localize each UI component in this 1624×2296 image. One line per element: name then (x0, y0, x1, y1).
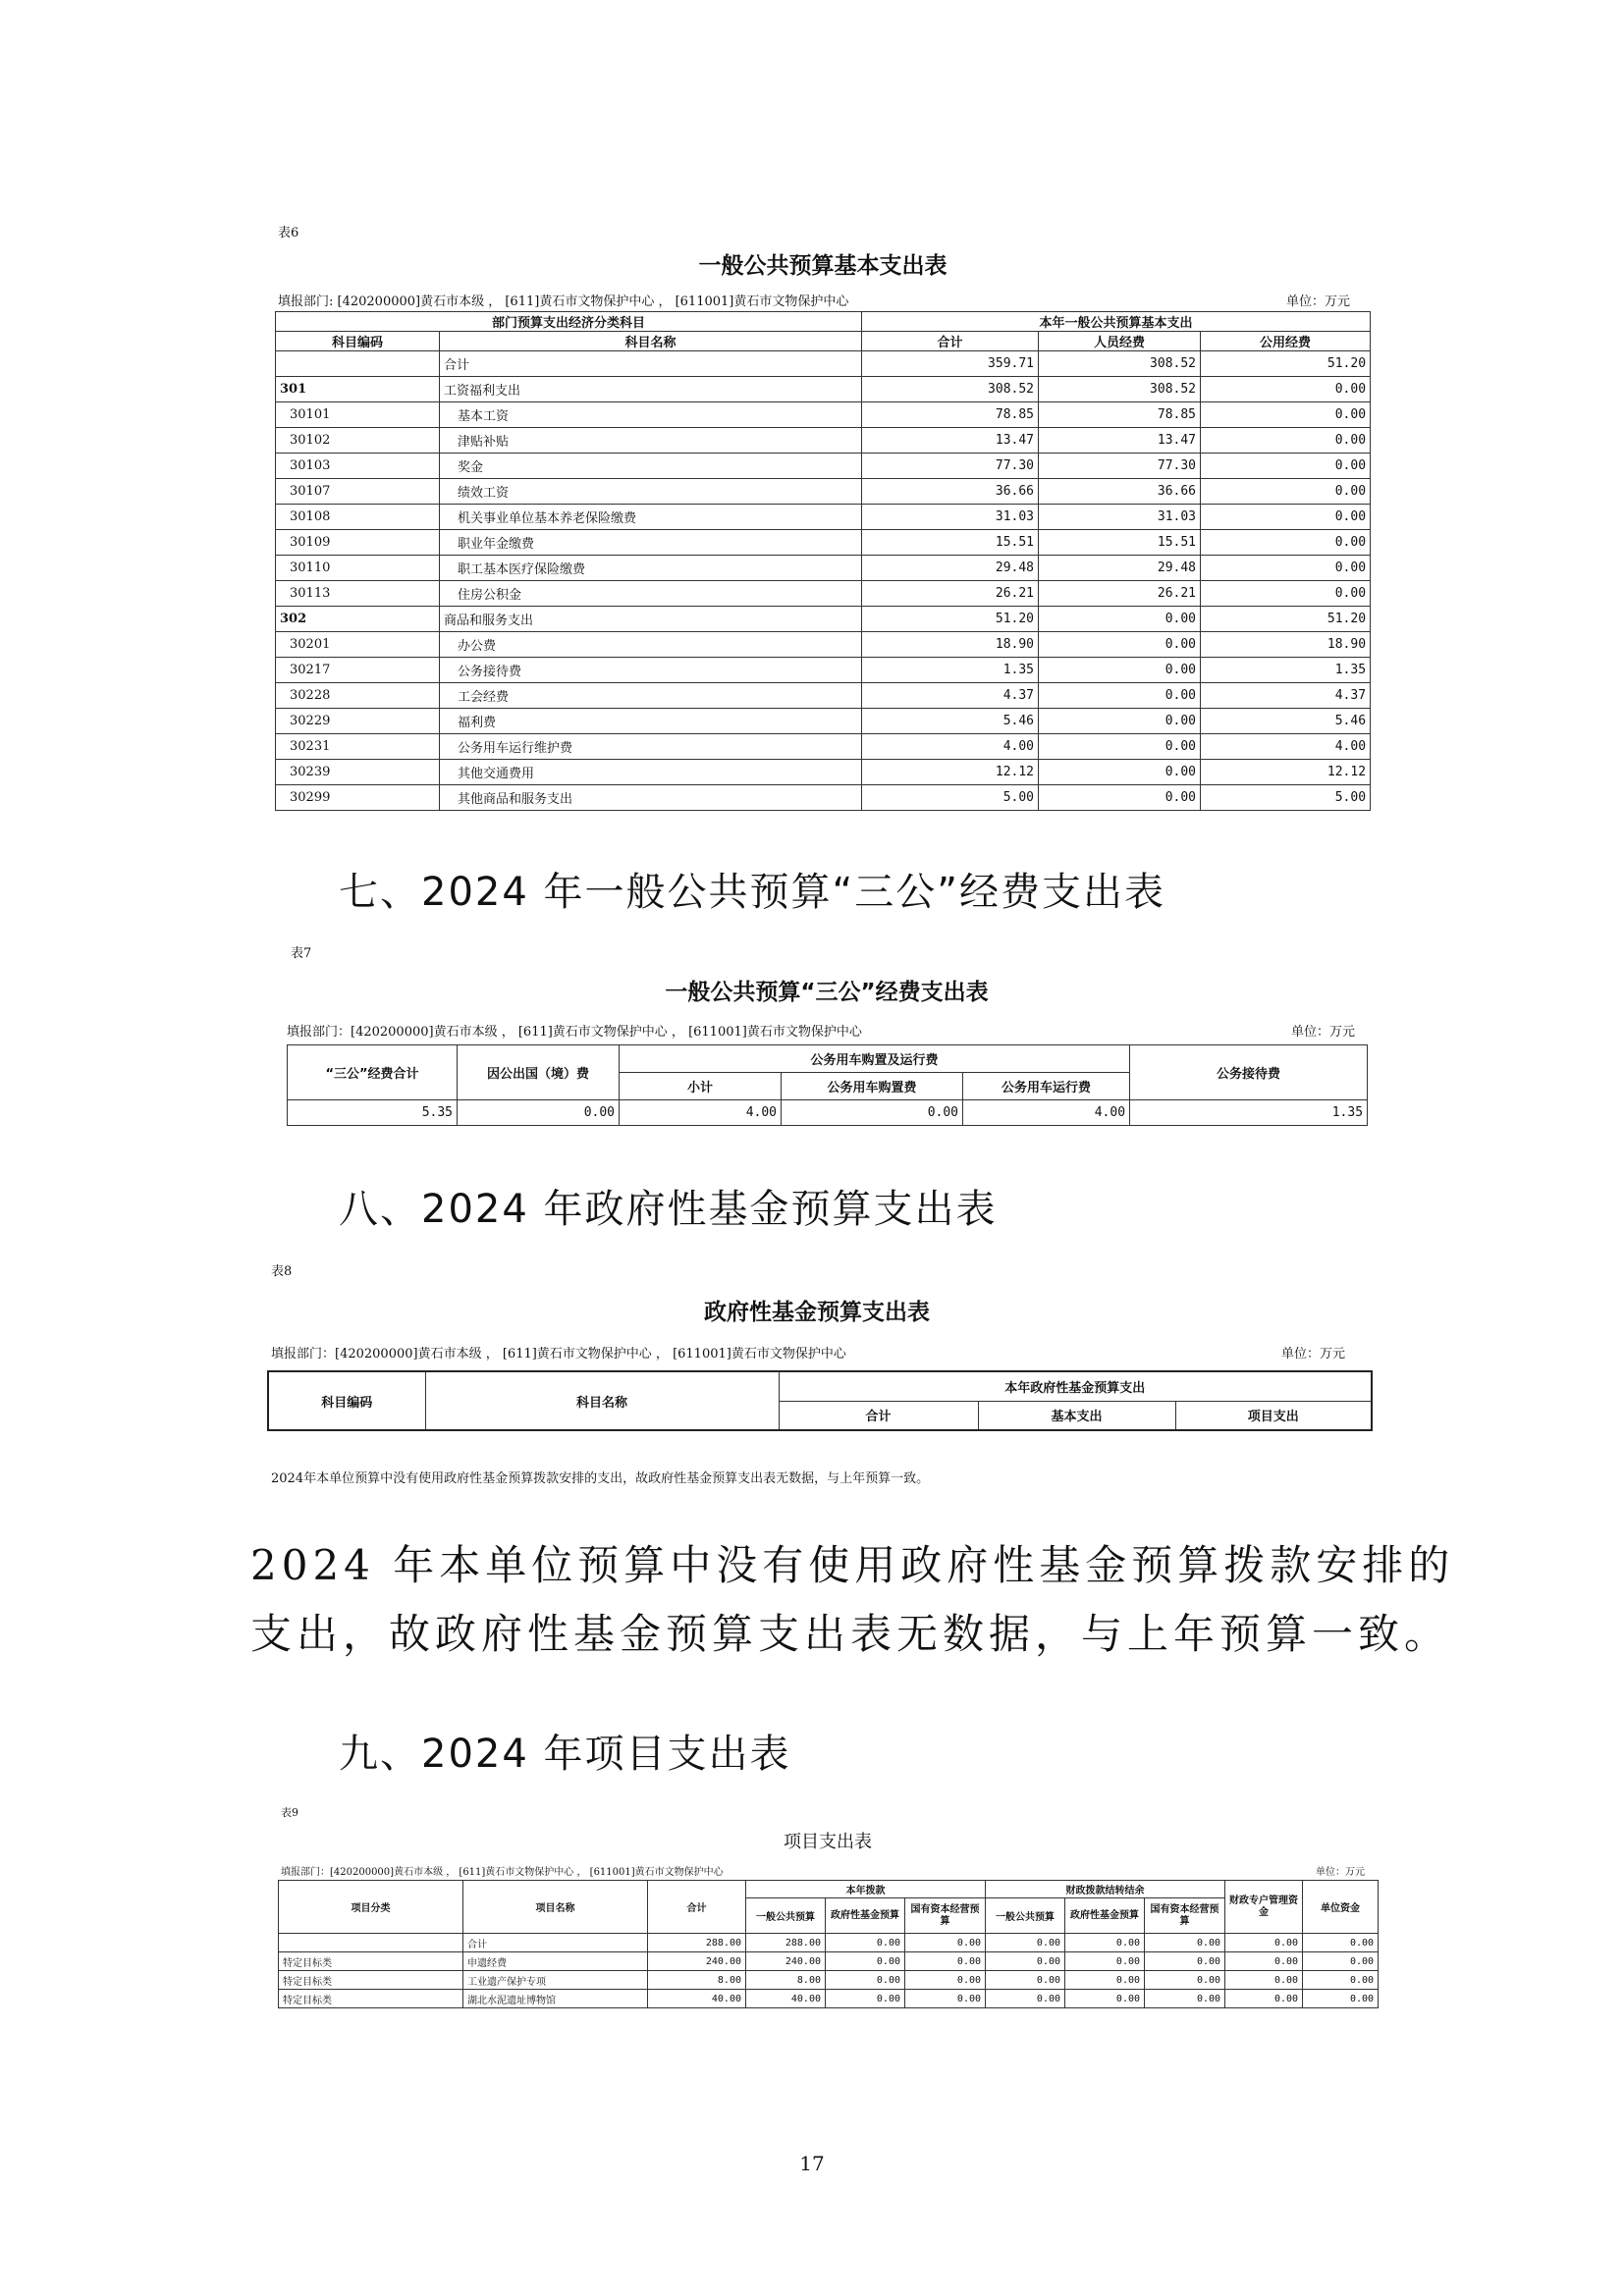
paragraph-line: 2024 年本单位预算中没有使用政府性基金预算拨款安排的 (250, 1541, 1455, 1589)
table6-code-cell: 30108 (276, 505, 440, 530)
table9-value-cell: 0.00 (1065, 1952, 1145, 1971)
table7-h-car-run: 公务用车运行费 (963, 1073, 1130, 1100)
table8-h-name: 科目名称 (425, 1371, 779, 1430)
table6-public-cell: 0.00 (1201, 428, 1371, 454)
table9-value-cell: 0.00 (1303, 1990, 1379, 2008)
table9-h-group2: 财政拨款结转结余 (986, 1881, 1225, 1898)
table6-code-cell (276, 351, 440, 377)
table6-public-cell: 0.00 (1201, 581, 1371, 607)
table6-person-cell: 0.00 (1039, 709, 1201, 734)
table6-name-cell: 绩效工资 (440, 479, 862, 505)
table6-code-cell: 30217 (276, 658, 440, 683)
table9-h-name: 项目名称 (463, 1881, 648, 1934)
table6-total-cell: 36.66 (862, 479, 1039, 505)
table8-title: 政府性基金预算支出表 (704, 1300, 930, 1325)
table9-value-cell: 0.00 (826, 1971, 905, 1990)
table6-name-cell: 工资福利支出 (440, 377, 862, 402)
table9-value-cell: 0.00 (826, 1934, 905, 1952)
table6-public-cell: 4.37 (1201, 683, 1371, 709)
table-row (276, 607, 1371, 632)
table7-unit: 单位：万元 (1291, 1025, 1356, 1040)
table9-dept: 填报部门：[420200000]黄石市本级 ， [611]黄石市文物保护中心 ， [611001]黄石市文物保护中心 (281, 1867, 724, 1878)
table6-code-cell: 302 (276, 607, 440, 632)
table6-public-cell: 0.00 (1201, 505, 1371, 530)
table9-h-total: 合计 (648, 1881, 746, 1934)
table9-label: 表9 (281, 1806, 298, 1819)
table9-name-cell: 湖北水泥遗址博物馆 (463, 1990, 648, 2008)
table9-value-cell: 0.00 (986, 1971, 1065, 1990)
table9-name-cell: 工业遗产保护专项 (463, 1971, 648, 1990)
table9-value-cell: 0.00 (1303, 1934, 1379, 1952)
table6-total-cell: 78.85 (862, 402, 1039, 428)
table6-person-cell: 13.47 (1039, 428, 1201, 454)
table6-person-cell: 308.52 (1039, 351, 1201, 377)
table6-code-cell: 30102 (276, 428, 440, 454)
table6-code-cell: 30228 (276, 683, 440, 709)
table9-value-cell: 0.00 (905, 1990, 986, 2008)
table6-title: 一般公共预算基本支出表 (698, 253, 947, 279)
table-row (276, 632, 1371, 658)
table-row (279, 1990, 1379, 2008)
table6-name-cell: 职业年金缴费 (440, 530, 862, 556)
table9-value-cell: 0.00 (826, 1990, 905, 2008)
table6-public-cell: 51.20 (1201, 607, 1371, 632)
table6-code-cell: 30101 (276, 402, 440, 428)
table6-code-cell: 301 (276, 377, 440, 402)
table9-value-cell: 8.00 (746, 1971, 826, 1990)
table6-total-cell: 359.71 (862, 351, 1039, 377)
table-row (276, 505, 1371, 530)
table-row (279, 1934, 1379, 1952)
table9-category-cell: 特定目标类 (279, 1990, 463, 2008)
table9-h-g2-general: 一般公共预算 (986, 1898, 1065, 1934)
table9-value-cell: 0.00 (1303, 1952, 1379, 1971)
table7-label: 表7 (291, 946, 312, 961)
table-row (276, 785, 1371, 811)
table8-h-total: 合计 (779, 1401, 978, 1430)
table6-public-cell: 0.00 (1201, 530, 1371, 556)
table6-public-cell: 0.00 (1201, 454, 1371, 479)
table6-unit: 单位：万元 (1286, 294, 1351, 309)
table9-value-cell: 0.00 (1065, 1934, 1145, 1952)
table6-code-cell: 30109 (276, 530, 440, 556)
table6-code-cell: 30103 (276, 454, 440, 479)
table-row (279, 1971, 1379, 1990)
table6-person-cell: 0.00 (1039, 785, 1201, 811)
table9-value-cell: 0.00 (1065, 1990, 1145, 2008)
table-row (276, 658, 1371, 683)
table6-public-cell: 0.00 (1201, 556, 1371, 581)
table8 (267, 1370, 1373, 1431)
table6-name-cell: 其他交通费用 (440, 760, 862, 785)
table9-unit: 单位：万元 (1316, 1867, 1365, 1878)
table-row (279, 1952, 1379, 1971)
table6-total-cell: 1.35 (862, 658, 1039, 683)
table9-h-category: 项目分类 (279, 1881, 463, 1934)
table9-category-cell (279, 1934, 463, 1952)
table6-public-cell: 0.00 (1201, 377, 1371, 402)
table6-name-cell: 商品和服务支出 (440, 607, 862, 632)
table9-value-cell: 240.00 (746, 1952, 826, 1971)
table9-value-cell: 0.00 (1065, 1971, 1145, 1990)
table-row (276, 683, 1371, 709)
table-row (276, 351, 1371, 377)
table6-total-cell: 5.00 (862, 785, 1039, 811)
table8-label: 表8 (271, 1264, 293, 1279)
table9-value-cell: 0.00 (986, 1952, 1065, 1971)
table6-name-cell: 办公费 (440, 632, 862, 658)
table6-total-cell: 4.37 (862, 683, 1039, 709)
table9-h-g2-fund: 政府性基金预算 (1065, 1898, 1145, 1934)
table9-value-cell: 240.00 (648, 1952, 746, 1971)
table-row (276, 479, 1371, 505)
table8-h-group: 本年政府性基金预算支出 (779, 1371, 1372, 1401)
table6-name-cell: 其他商品和服务支出 (440, 785, 862, 811)
section7-heading: 七、2024 年一般公共预算“三公”经费支出表 (339, 870, 1165, 915)
table6-public-cell: 5.00 (1201, 785, 1371, 811)
section8-heading: 八、2024 年政府性基金预算支出表 (339, 1187, 998, 1232)
table-row (276, 581, 1371, 607)
table6-total-cell: 29.48 (862, 556, 1039, 581)
table7-cell: 0.00 (782, 1100, 963, 1126)
table6-col-person: 人员经费 (1039, 332, 1201, 351)
table6-name-cell: 奖金 (440, 454, 862, 479)
table9-value-cell: 0.00 (905, 1934, 986, 1952)
table6-public-cell: 18.90 (1201, 632, 1371, 658)
table6-total-cell: 77.30 (862, 454, 1039, 479)
table9-h-unit: 单位资金 (1303, 1881, 1379, 1934)
table7-cell: 4.00 (963, 1100, 1130, 1126)
table9-value-cell: 0.00 (1303, 1971, 1379, 1990)
table6-person-cell: 0.00 (1039, 734, 1201, 760)
table9-value-cell: 0.00 (1145, 1934, 1225, 1952)
table6-code-cell: 30299 (276, 785, 440, 811)
table6-public-cell: 0.00 (1201, 402, 1371, 428)
table7-cell: 0.00 (458, 1100, 620, 1126)
table6-person-cell: 308.52 (1039, 377, 1201, 402)
table8-h-project: 项目支出 (1175, 1401, 1372, 1430)
table6-name-cell: 基本工资 (440, 402, 862, 428)
table6-name-cell: 机关事业单位基本养老保险缴费 (440, 505, 862, 530)
table9-value-cell: 0.00 (986, 1934, 1065, 1952)
table7-h-abroad: 因公出国（境）费 (458, 1045, 620, 1100)
table9-value-cell: 0.00 (1145, 1971, 1225, 1990)
table9-value-cell: 0.00 (826, 1952, 905, 1971)
table9-name-cell: 申遗经费 (463, 1952, 648, 1971)
table6-total-cell: 26.21 (862, 581, 1039, 607)
table6-total-cell: 4.00 (862, 734, 1039, 760)
table8-note: 2024年本单位预算中没有使用政府性基金预算拨款安排的支出，故政府性基金预算支出表无数据，与上年预算一致。 (271, 1471, 930, 1486)
section8-paragraph (250, 1531, 1454, 1669)
table9-title: 项目支出表 (784, 1832, 872, 1852)
table9-value-cell: 0.00 (986, 1990, 1065, 2008)
table6-label: 表6 (278, 226, 299, 240)
table6-public-cell: 4.00 (1201, 734, 1371, 760)
table6-total-cell: 308.52 (862, 377, 1039, 402)
table6-name-cell: 津贴补贴 (440, 428, 862, 454)
table6-name-cell: 工会经费 (440, 683, 862, 709)
table9-h-g1-capital: 国有资本经营预算 (905, 1898, 986, 1934)
table9-value-cell: 40.00 (648, 1990, 746, 2008)
table6-person-cell: 78.85 (1039, 402, 1201, 428)
table9-name-cell: 合计 (463, 1934, 648, 1952)
table6-name-cell: 合计 (440, 351, 862, 377)
table6-name-cell: 住房公积金 (440, 581, 862, 607)
table6-total-cell: 5.46 (862, 709, 1039, 734)
table6-total-cell: 13.47 (862, 428, 1039, 454)
table6-person-cell: 26.21 (1039, 581, 1201, 607)
table6-head-left: 部门预算支出经济分类科目 (276, 312, 862, 332)
table6-code-cell: 30113 (276, 581, 440, 607)
table6-col-name: 科目名称 (440, 332, 862, 351)
table7-h-car-buy: 公务用车购置费 (782, 1073, 963, 1100)
table-row (276, 734, 1371, 760)
table6-public-cell: 12.12 (1201, 760, 1371, 785)
table9-h-special: 财政专户管理资金 (1225, 1881, 1303, 1934)
table9-value-cell: 288.00 (746, 1934, 826, 1952)
table6-public-cell: 1.35 (1201, 658, 1371, 683)
table6-code-cell: 30229 (276, 709, 440, 734)
table-row (276, 530, 1371, 556)
table-row (276, 428, 1371, 454)
table9-h-group1: 本年拨款 (746, 1881, 986, 1898)
table9-value-cell: 40.00 (746, 1990, 826, 2008)
table6-code-cell: 30110 (276, 556, 440, 581)
table6-name-cell: 职工基本医疗保险缴费 (440, 556, 862, 581)
table7-h-reception: 公务接待费 (1130, 1045, 1368, 1100)
table6-total-cell: 12.12 (862, 760, 1039, 785)
table6-name-cell: 公务接待费 (440, 658, 862, 683)
table8-dept: 填报部门：[420200000]黄石市本级 ， [611]黄石市文物保护中心 ， [611001]黄石市文物保护中心 (271, 1347, 846, 1362)
table6-total-cell: 15.51 (862, 530, 1039, 556)
table9-value-cell: 0.00 (1225, 1971, 1303, 1990)
table8-h-basic: 基本支出 (978, 1401, 1175, 1430)
table7-cell: 4.00 (620, 1100, 782, 1126)
table-row (276, 556, 1371, 581)
table6-code-cell: 30231 (276, 734, 440, 760)
table9-value-cell: 0.00 (1225, 1990, 1303, 2008)
table9-h-g1-fund: 政府性基金预算 (826, 1898, 905, 1934)
table6-public-cell: 5.46 (1201, 709, 1371, 734)
table7 (287, 1044, 1368, 1126)
table7-title: 一般公共预算“三公”经费支出表 (665, 980, 989, 1005)
table6-public-cell: 0.00 (1201, 479, 1371, 505)
table6-code-cell: 30107 (276, 479, 440, 505)
table-row (276, 454, 1371, 479)
table7-h-car: 公务用车购置及运行费 (620, 1045, 1130, 1073)
table7-h-subtotal: 小计 (620, 1073, 782, 1100)
table7-cell: 5.35 (288, 1100, 458, 1126)
table9-h-g2-capital: 国有资本经营预算 (1145, 1898, 1225, 1934)
table6-person-cell: 36.66 (1039, 479, 1201, 505)
table6 (275, 311, 1371, 811)
table6-col-public: 公用经费 (1201, 332, 1371, 351)
page-number: 17 (799, 2152, 825, 2175)
table6-name-cell: 福利费 (440, 709, 862, 734)
table9-value-cell: 0.00 (1145, 1990, 1225, 2008)
table9-value-cell: 8.00 (648, 1971, 746, 1990)
table6-col-total: 合计 (862, 332, 1039, 351)
table9-category-cell: 特定目标类 (279, 1971, 463, 1990)
table7-dept: 填报部门：[420200000]黄石市本级 ， [611]黄石市文物保护中心 ， [611001]黄石市文物保护中心 (287, 1025, 862, 1040)
table6-person-cell: 29.48 (1039, 556, 1201, 581)
table6-total-cell: 18.90 (862, 632, 1039, 658)
table9-value-cell: 0.00 (1145, 1952, 1225, 1971)
table-row (276, 709, 1371, 734)
table9-h-g1-general: 一般公共预算 (746, 1898, 826, 1934)
table6-code-cell: 30239 (276, 760, 440, 785)
table6-total-cell: 31.03 (862, 505, 1039, 530)
table-row (276, 760, 1371, 785)
table7-h-total: “三公”经费合计 (288, 1045, 458, 1100)
table9-category-cell: 特定目标类 (279, 1952, 463, 1971)
section9-heading: 九、2024 年项目支出表 (339, 1732, 791, 1777)
table-row (276, 402, 1371, 428)
table8-h-code: 科目编码 (268, 1371, 425, 1430)
table-row (276, 377, 1371, 402)
table6-person-cell: 15.51 (1039, 530, 1201, 556)
table6-person-cell: 31.03 (1039, 505, 1201, 530)
table9-value-cell: 0.00 (1225, 1934, 1303, 1952)
table6-code-cell: 30201 (276, 632, 440, 658)
paragraph-line: 支出，故政府性基金预算支出表无数据，与上年预算一致。 (250, 1610, 1451, 1658)
table6-name-cell: 公务用车运行维护费 (440, 734, 862, 760)
table9-value-cell: 0.00 (905, 1952, 986, 1971)
table6-dept: 填报部门: [420200000]黄石市本级 ， [611]黄石市文物保护中心 ， [611001]黄石市文物保护中心 (278, 294, 849, 309)
table8-unit: 单位：万元 (1281, 1347, 1346, 1362)
table9-value-cell: 288.00 (648, 1934, 746, 1952)
table6-person-cell: 0.00 (1039, 632, 1201, 658)
table6-person-cell: 0.00 (1039, 683, 1201, 709)
table9-value-cell: 0.00 (1225, 1952, 1303, 1971)
table6-person-cell: 0.00 (1039, 658, 1201, 683)
table6-person-cell: 0.00 (1039, 607, 1201, 632)
table9 (278, 1880, 1379, 2008)
table6-col-code: 科目编码 (276, 332, 440, 351)
table6-public-cell: 51.20 (1201, 351, 1371, 377)
table6-head-right: 本年一般公共预算基本支出 (862, 312, 1371, 332)
table9-value-cell: 0.00 (905, 1971, 986, 1990)
table7-cell: 1.35 (1130, 1100, 1368, 1126)
table6-total-cell: 51.20 (862, 607, 1039, 632)
table6-person-cell: 0.00 (1039, 760, 1201, 785)
table6-person-cell: 77.30 (1039, 454, 1201, 479)
